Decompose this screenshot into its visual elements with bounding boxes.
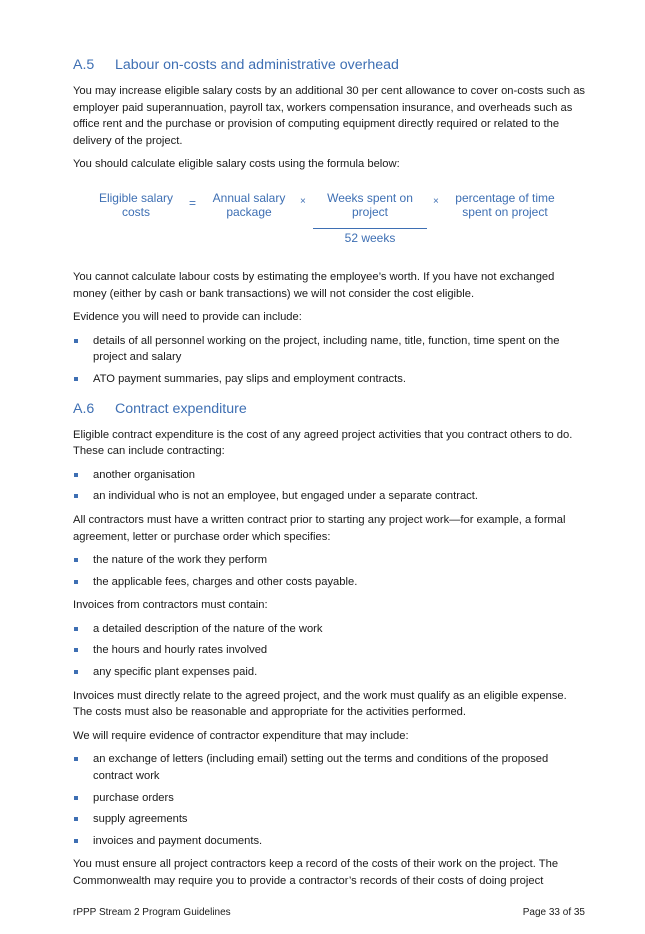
section-heading-a6 — [73, 400, 585, 418]
list-item: the applicable fees, charges and other costs payable. — [73, 574, 585, 591]
section-number: A.5 — [73, 57, 95, 73]
bullet-list — [73, 621, 585, 681]
footer-page-number: Page 33 of 35 — [522, 907, 585, 918]
formula-text: percentage of time — [455, 190, 555, 205]
list-item: an exchange of letters (including email) setting out the terms and conditions of the proposed contract work — [73, 751, 585, 784]
formula-text: spent on project — [462, 205, 548, 220]
salary-formula — [73, 191, 585, 251]
formula-denominator: 52 weeks — [344, 230, 396, 245]
list-item: purchase orders — [73, 790, 585, 807]
list-item: invoices and payment documents. — [73, 833, 585, 850]
formula-text: costs — [121, 205, 150, 220]
formula-term-eligible-salary — [91, 191, 181, 220]
formula-text: project — [351, 205, 389, 220]
bullet-list — [73, 467, 585, 505]
formula-text: Annual salary — [212, 190, 286, 205]
paragraph: Invoices from contractors must contain: — [73, 599, 268, 612]
fraction-bar — [313, 228, 427, 229]
page-body — [73, 56, 585, 897]
list-item: any specific plant expenses paid. — [73, 664, 585, 681]
paragraph: Invoices must directly relate to the agreed project, and the work must qualify as an eligible expense. The costs must also be reasonable and appropriate for the activities performed. — [73, 689, 567, 719]
list-item: another organisation — [73, 467, 585, 484]
formula-text: package — [226, 205, 272, 220]
list-item: the nature of the work they perform — [73, 552, 585, 569]
bullet-list — [73, 333, 585, 388]
footer-document-title: rPPP Stream 2 Program Guidelines — [73, 907, 231, 918]
section-title: Labour on-costs and administrative overhead — [115, 57, 399, 73]
paragraph: You should calculate eligible salary costs using the formula below: — [73, 158, 400, 171]
formula-equals: = — [189, 195, 197, 210]
formula-times: × — [433, 195, 439, 207]
bullet-list — [73, 552, 585, 590]
list-item: details of all personnel working on the project, including name, title, function, time spent on the project and salary — [73, 333, 585, 366]
section-heading-a5 — [73, 56, 585, 74]
bullet-list — [73, 751, 585, 849]
formula-times: × — [300, 195, 306, 207]
list-item: the hours and hourly rates involved — [73, 642, 585, 659]
formula-numerator — [313, 191, 427, 220]
paragraph: We will require evidence of contractor expenditure that may include: — [73, 729, 409, 742]
list-item: a detailed description of the nature of the work — [73, 621, 585, 638]
formula-term-annual-salary — [205, 191, 293, 220]
paragraph: You must ensure all project contractors keep a record of the costs of their work on the project. The Commonwealth may require you to provide a contractor’s records of their costs of doing project — [73, 858, 559, 887]
list-item: an individual who is not an employee, but engaged under a separate contract. — [73, 488, 585, 505]
formula-text: Eligible salary — [98, 190, 174, 205]
list-item: supply agreements — [73, 811, 585, 828]
section-number: A.6 — [73, 400, 95, 417]
formula-text: Weeks spent on — [327, 190, 413, 205]
paragraph: Eligible contract expenditure is the cost of any agreed project activities that you contract others to do. These can include contracting: — [73, 428, 573, 458]
paragraph: Evidence you will need to provide can include: — [73, 311, 302, 324]
formula-term-percentage — [447, 191, 563, 220]
paragraph: You may increase eligible salary costs by an additional 30 per cent allowance to cover on-costs such as employer paid superannuation, payroll tax, workers compensation insurance, and overheads such as office rent and the purchase or provision of computing equipment directly required or related to the delivery of the project. — [73, 85, 586, 147]
list-item: ATO payment summaries, pay slips and employment contracts. — [73, 371, 585, 388]
section-title: Contract expenditure — [115, 400, 247, 417]
paragraph: You cannot calculate labour costs by estimating the employee’s worth. If you have not exchanged money (either by cash or bank transactions) we will not consider the cost eligible. — [73, 270, 555, 300]
paragraph: All contractors must have a written contract prior to starting any project work—for example, a formal agreement, letter or purchase order which specifies: — [73, 513, 566, 543]
